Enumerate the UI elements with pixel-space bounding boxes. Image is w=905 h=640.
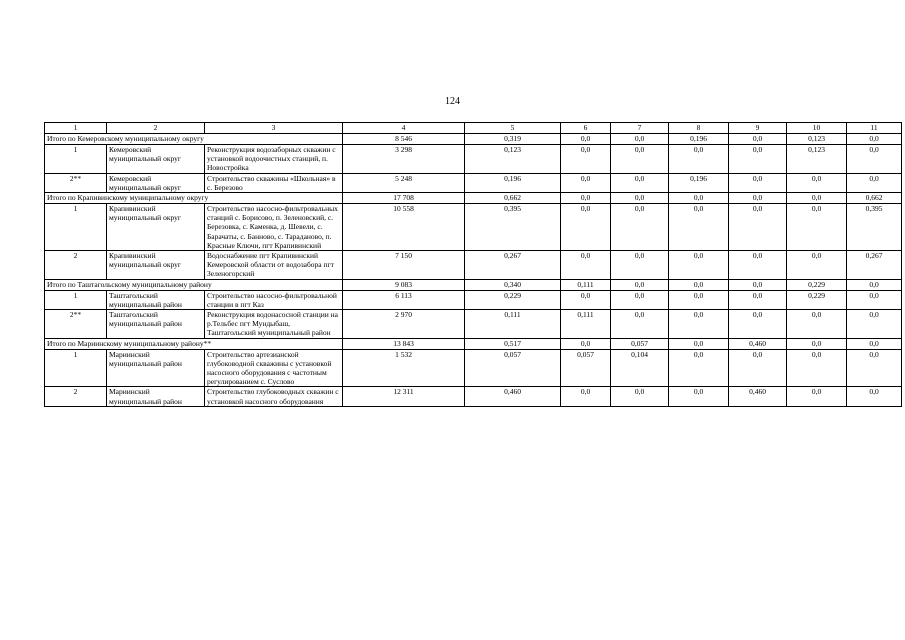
table-body <box>45 123 902 407</box>
value-cell-col-5: 0,267 <box>465 251 561 280</box>
value-cell-col-7: 0,0 <box>611 279 669 290</box>
total-row <box>45 193 902 204</box>
value-cell-col-4: 8 546 <box>343 134 465 145</box>
value-cell-col-5: 0,340 <box>465 279 561 290</box>
table-row <box>45 145 902 174</box>
value-cell-col-6: 0,0 <box>561 251 611 280</box>
value-cell-col-8: 0,196 <box>669 134 729 145</box>
value-cell-col-6: 0,057 <box>561 349 611 387</box>
value-cell-col-10: 0,123 <box>787 145 847 174</box>
value-cell-col-10: 0,0 <box>787 173 847 192</box>
value-cell-col-9: 0,0 <box>729 193 787 204</box>
value-cell-col-10: 0,0 <box>787 251 847 280</box>
value-cell-col-4: 5 248 <box>343 173 465 192</box>
value-cell-col-11: 0,0 <box>847 134 902 145</box>
value-cell-col-4: 17 708 <box>343 193 465 204</box>
row-number: 1 <box>45 204 107 251</box>
value-cell-col-10: 0,0 <box>787 193 847 204</box>
value-cell-col-8: 0,0 <box>669 338 729 349</box>
row-number: 1 <box>45 145 107 174</box>
value-cell-col-5: 0,057 <box>465 349 561 387</box>
value-cell-col-6: 0,0 <box>561 173 611 192</box>
value-cell-col-4: 12 311 <box>343 387 465 406</box>
value-cell-col-5: 0,517 <box>465 338 561 349</box>
municipality-cell: Таштагольский муниципальный район <box>107 290 205 309</box>
column-header-10: 10 <box>787 123 847 134</box>
total-row <box>45 338 902 349</box>
object-cell: Реконструкция водонасосной станции на р.Тельбес пгт Мундыбаш, Таштагольский муниципальный район <box>205 310 343 339</box>
value-cell-col-6: 0,0 <box>561 134 611 145</box>
total-label: Итого по Кемеровскому муниципальному округу <box>45 134 343 145</box>
value-cell-col-4: 13 843 <box>343 338 465 349</box>
value-cell-col-4: 10 558 <box>343 204 465 251</box>
row-number: 1 <box>45 290 107 309</box>
value-cell-col-11: 0,0 <box>847 349 902 387</box>
value-cell-col-11: 0,0 <box>847 279 902 290</box>
table-row <box>45 290 902 309</box>
value-cell-col-10: 0,229 <box>787 290 847 309</box>
value-cell-col-7: 0,0 <box>611 290 669 309</box>
value-cell-col-11: 0,0 <box>847 310 902 339</box>
value-cell-col-10: 0,0 <box>787 310 847 339</box>
value-cell-col-10: 0,229 <box>787 279 847 290</box>
municipality-cell: Мариинский муниципальный район <box>107 387 205 406</box>
object-cell: Строительство насосно-фильтровальной станции в пгт Каз <box>205 290 343 309</box>
value-cell-col-7: 0,0 <box>611 134 669 145</box>
value-cell-col-8: 0,0 <box>669 204 729 251</box>
value-cell-col-9: 0,460 <box>729 387 787 406</box>
value-cell-col-5: 0,123 <box>465 145 561 174</box>
value-cell-col-6: 0,0 <box>561 145 611 174</box>
total-label: Итого по Крапивинскому муниципальному округу <box>45 193 343 204</box>
value-cell-col-10: 0,0 <box>787 349 847 387</box>
value-cell-col-10: 0,0 <box>787 338 847 349</box>
value-cell-col-5: 0,111 <box>465 310 561 339</box>
value-cell-col-8: 0,0 <box>669 310 729 339</box>
value-cell-col-8: 0,0 <box>669 279 729 290</box>
column-header-7: 7 <box>611 123 669 134</box>
value-cell-col-8: 0,0 <box>669 349 729 387</box>
value-cell-col-4: 7 150 <box>343 251 465 280</box>
value-cell-col-7: 0,104 <box>611 349 669 387</box>
value-cell-col-6: 0,111 <box>561 310 611 339</box>
object-cell: Строительство насосно-фильтровальных станций с. Борисово, п. Зеленовский, с. Березовка, с. Каменка, д. Шевели, с. Барачаты, с. Банново, с. Тараданово, п. Красные Ключи, пгт Крапивинский <box>205 204 343 251</box>
total-label: Итого по Таштагольскому муниципальному району <box>45 279 343 290</box>
value-cell-col-11: 0,267 <box>847 251 902 280</box>
object-cell: Водоснабжение пгт Крапивинский Кемеровской области от водозабора пгт Зеленогорский <box>205 251 343 280</box>
value-cell-col-4: 3 298 <box>343 145 465 174</box>
value-cell-col-7: 0,0 <box>611 251 669 280</box>
municipality-cell: Мариинский муниципальный район <box>107 349 205 387</box>
value-cell-col-4: 9 083 <box>343 279 465 290</box>
value-cell-col-9: 0,0 <box>729 310 787 339</box>
value-cell-col-11: 0,395 <box>847 204 902 251</box>
row-number: 2** <box>45 173 107 192</box>
object-cell: Строительство скважины «Школьная» в с. Березово <box>205 173 343 192</box>
value-cell-col-5: 0,319 <box>465 134 561 145</box>
total-row <box>45 279 902 290</box>
value-cell-col-8: 0,0 <box>669 387 729 406</box>
municipality-cell: Кемеровский муниципальный округ <box>107 145 205 174</box>
page-number: 124 <box>445 96 460 107</box>
value-cell-col-7: 0,0 <box>611 310 669 339</box>
column-header-4: 4 <box>343 123 465 134</box>
value-cell-col-5: 0,460 <box>465 387 561 406</box>
column-header-9: 9 <box>729 123 787 134</box>
column-header-5: 5 <box>465 123 561 134</box>
total-row <box>45 134 902 145</box>
value-cell-col-9: 0,0 <box>729 251 787 280</box>
value-cell-col-11: 0,0 <box>847 173 902 192</box>
value-cell-col-5: 0,196 <box>465 173 561 192</box>
value-cell-col-7: 0,057 <box>611 338 669 349</box>
value-cell-col-11: 0,0 <box>847 338 902 349</box>
table-row <box>45 251 902 280</box>
value-cell-col-8: 0,0 <box>669 251 729 280</box>
value-cell-col-10: 0,123 <box>787 134 847 145</box>
municipality-cell: Крапивинский муниципальный округ <box>107 251 205 280</box>
value-cell-col-11: 0,0 <box>847 290 902 309</box>
row-number: 2** <box>45 310 107 339</box>
column-header-1: 1 <box>45 123 107 134</box>
value-cell-col-7: 0,0 <box>611 193 669 204</box>
total-label: Итого по Мариинскому муниципальному району** <box>45 338 343 349</box>
value-cell-col-6: 0,0 <box>561 387 611 406</box>
value-cell-col-10: 0,0 <box>787 387 847 406</box>
value-cell-col-4: 2 970 <box>343 310 465 339</box>
row-number: 2 <box>45 387 107 406</box>
row-number: 2 <box>45 251 107 280</box>
value-cell-col-9: 0,0 <box>729 279 787 290</box>
column-header-3: 3 <box>205 123 343 134</box>
value-cell-col-5: 0,662 <box>465 193 561 204</box>
value-cell-col-11: 0,662 <box>847 193 902 204</box>
value-cell-col-11: 0,0 <box>847 387 902 406</box>
column-header-6: 6 <box>561 123 611 134</box>
table-row <box>45 310 902 339</box>
municipality-cell: Кемеровский муниципальный округ <box>107 173 205 192</box>
value-cell-col-8: 0,0 <box>669 145 729 174</box>
table-row <box>45 387 902 406</box>
value-cell-col-8: 0,0 <box>669 193 729 204</box>
value-cell-col-7: 0,0 <box>611 387 669 406</box>
value-cell-col-8: 0,0 <box>669 290 729 309</box>
value-cell-col-9: 0,0 <box>729 134 787 145</box>
table-row <box>45 204 902 251</box>
value-cell-col-4: 1 532 <box>343 349 465 387</box>
column-header-8: 8 <box>669 123 729 134</box>
column-header-11: 11 <box>847 123 902 134</box>
value-cell-col-5: 0,395 <box>465 204 561 251</box>
value-cell-col-9: 0,0 <box>729 145 787 174</box>
municipality-cell: Таштагольский муниципальный район <box>107 310 205 339</box>
value-cell-col-6: 0,0 <box>561 290 611 309</box>
column-header-2: 2 <box>107 123 205 134</box>
table-row <box>45 173 902 192</box>
value-cell-col-9: 0,460 <box>729 338 787 349</box>
value-cell-col-4: 6 113 <box>343 290 465 309</box>
value-cell-col-9: 0,0 <box>729 349 787 387</box>
object-cell: Реконструкция водозаборных скважин с установкой водоочистных станций, п. Новостройка <box>205 145 343 174</box>
row-number: 1 <box>45 349 107 387</box>
value-cell-col-10: 0,0 <box>787 204 847 251</box>
header-row <box>45 123 902 134</box>
value-cell-col-6: 0,111 <box>561 279 611 290</box>
value-cell-col-9: 0,0 <box>729 290 787 309</box>
value-cell-col-6: 0,0 <box>561 338 611 349</box>
value-cell-col-9: 0,0 <box>729 173 787 192</box>
value-cell-col-7: 0,0 <box>611 173 669 192</box>
value-cell-col-6: 0,0 <box>561 204 611 251</box>
municipality-cell: Крапивинский муниципальный округ <box>107 204 205 251</box>
data-table <box>44 122 902 407</box>
value-cell-col-5: 0,229 <box>465 290 561 309</box>
value-cell-col-9: 0,0 <box>729 204 787 251</box>
object-cell: Строительство артезианской глубоководной скважины с установкой насосного оборудования с частотным регулированием с. Суслово <box>205 349 343 387</box>
value-cell-col-7: 0,0 <box>611 204 669 251</box>
table-row <box>45 349 902 387</box>
value-cell-col-6: 0,0 <box>561 193 611 204</box>
value-cell-col-7: 0,0 <box>611 145 669 174</box>
value-cell-col-8: 0,196 <box>669 173 729 192</box>
object-cell: Строительство глубоководных скважин с установкой насосного оборудования <box>205 387 343 406</box>
value-cell-col-11: 0,0 <box>847 145 902 174</box>
